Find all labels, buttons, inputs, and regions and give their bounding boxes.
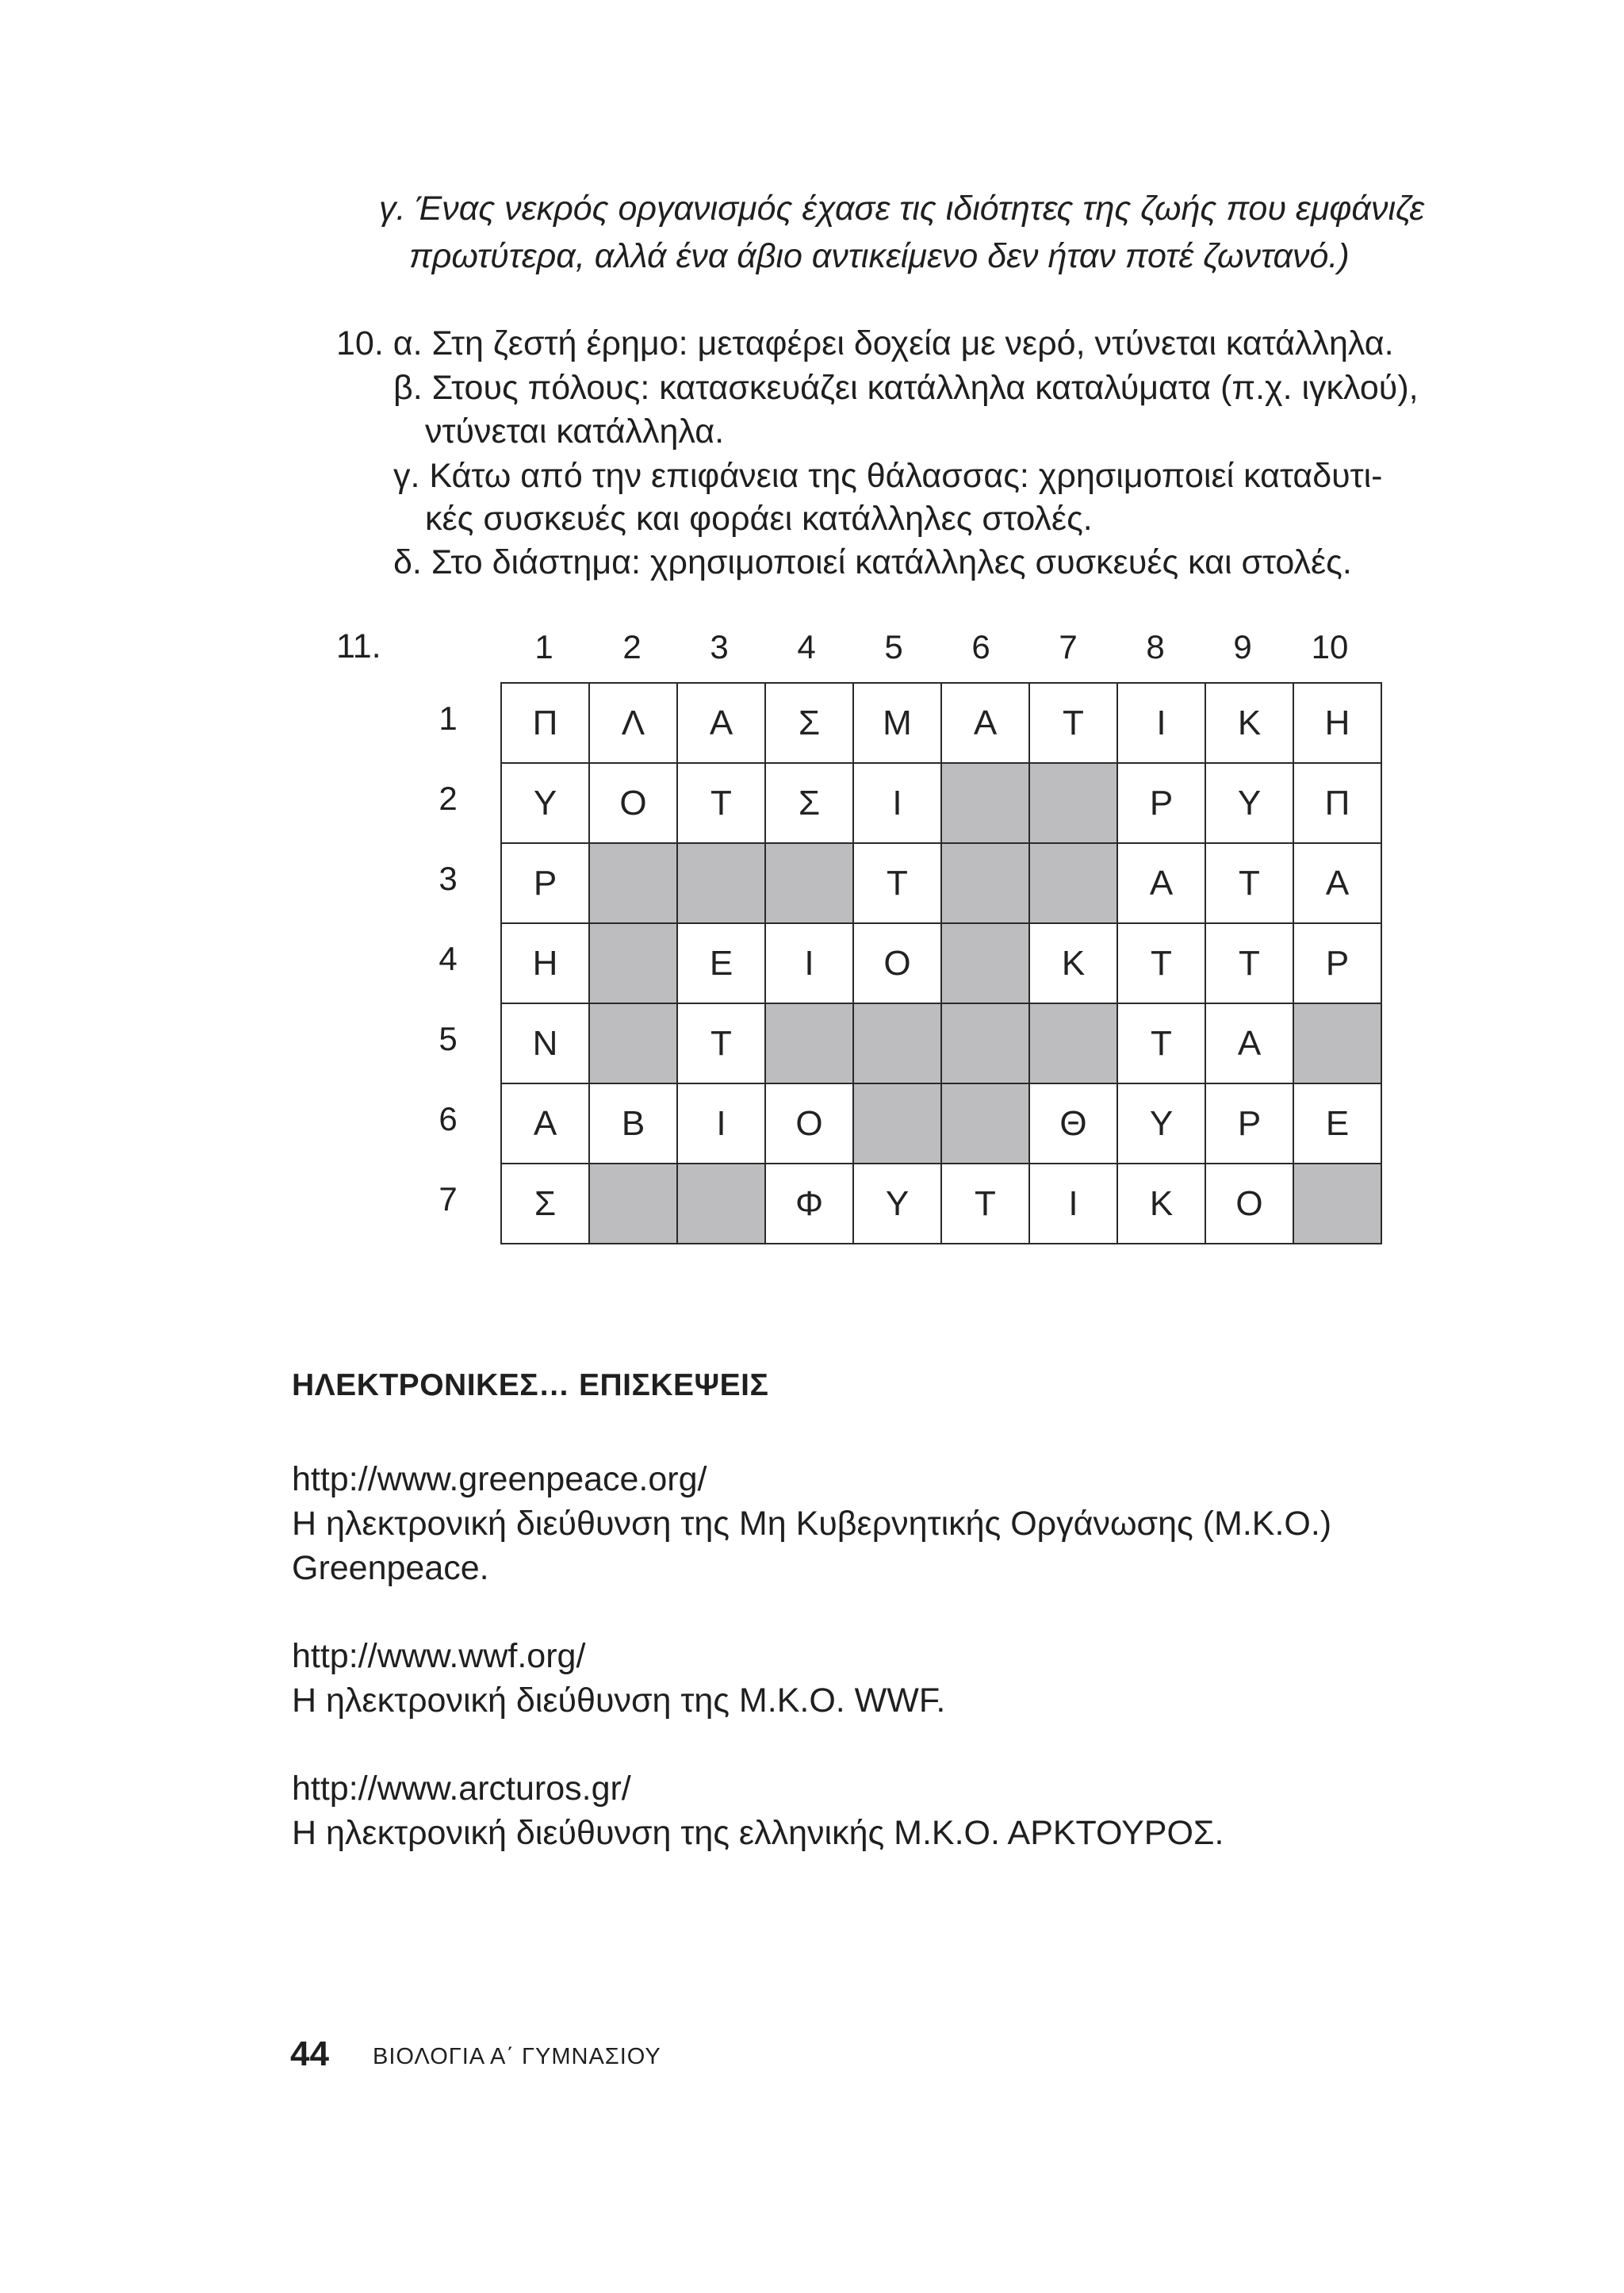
q10-answer-c-line1: γ. Κάτω από την επιφάνεια της θάλασσας: χρησιμοποιεί καταδυτι- (393, 457, 1383, 495)
q10-answer-c-line2: κές συσκευές και φοράει κατάλληλες στολές. (425, 500, 1093, 538)
crossword-cell: Ο (765, 1083, 853, 1164)
crossword-cell: Τ (1029, 683, 1117, 763)
crossword-cell: Π (1293, 763, 1381, 843)
crossword-cell: Θ (1029, 1083, 1117, 1164)
crossword-cell: Ρ (1293, 923, 1381, 1003)
column-number: 5 (884, 628, 903, 665)
crossword-cell: Υ (1117, 1083, 1205, 1164)
visit-3-description: Η ηλεκτρονική διεύθυνση της ελληνικής Μ.Κ.Ο. ΑΡΚΤΟΥΡΟΣ. (292, 1814, 1224, 1852)
crossword-cell-shaded (941, 1083, 1029, 1164)
row-number: 2 (439, 780, 458, 817)
crossword-cell: Υ (501, 763, 589, 843)
crossword-cell: Α (501, 1083, 589, 1164)
crossword-cell: Η (501, 923, 589, 1003)
crossword-cell: Ε (677, 923, 765, 1003)
book-title: ΒΙΟΛΟΓΙΑ Α΄ ΓΥΜΝΑΣΙΟΥ (373, 2044, 661, 2069)
crossword-cell: Τ (1117, 923, 1205, 1003)
crossword-cell: Α (677, 683, 765, 763)
crossword-cell: Ρ (1117, 763, 1205, 843)
crossword-cell: Ο (1205, 1164, 1293, 1244)
crossword-cell: Ι (853, 763, 941, 843)
crossword-cell: Α (1293, 843, 1381, 923)
crossword-cell: Α (1117, 843, 1205, 923)
crossword-cell-shaded (677, 843, 765, 923)
column-number: 7 (1059, 628, 1078, 665)
column-number: 3 (710, 628, 729, 665)
q10-answer-b-line1: β. Στους πόλους: κατασκευάζει κατάλληλα καταλύματα (π.χ. ιγκλού), (393, 369, 1419, 407)
column-number: 4 (797, 628, 816, 665)
column-number: 8 (1146, 628, 1165, 665)
row-number: 3 (439, 860, 458, 897)
crossword-cell: Υ (1205, 763, 1293, 843)
crossword-cell-shaded (1029, 1003, 1117, 1083)
q10-answer-d: δ. Στο διάστημα: χρησιμοποιεί κατάλληλες συσκευές και στολές. (393, 543, 1352, 581)
crossword-cell-shaded (1029, 843, 1117, 923)
crossword-cell: Β (589, 1083, 677, 1164)
column-number: 1 (534, 628, 553, 665)
crossword-cell: Κ (1029, 923, 1117, 1003)
q9-line-1: γ. Ένας νεκρός οργανισμός έχασε τις ιδιότητες της ζωής που εμφάνιζε (379, 190, 1425, 228)
crossword-row (501, 683, 1381, 763)
crossword-cell-shaded (853, 1083, 941, 1164)
visit-2-description: Η ηλεκτρονική διεύθυνση της Μ.Κ.Ο. WWF. (292, 1681, 946, 1720)
crossword-cell: Ρ (501, 843, 589, 923)
crossword-cell: Φ (765, 1164, 853, 1244)
crossword-cell-shaded (853, 1003, 941, 1083)
page-number: 44 (290, 2034, 329, 2073)
crossword-cell: Τ (1205, 843, 1293, 923)
column-number: 9 (1233, 628, 1252, 665)
row-number: 4 (439, 940, 458, 977)
crossword-cell-shaded (589, 843, 677, 923)
crossword-cell-shaded (1293, 1003, 1381, 1083)
crossword-cell: Υ (853, 1164, 941, 1244)
crossword-cell: Μ (853, 683, 941, 763)
crossword-cell-shaded (589, 923, 677, 1003)
crossword-cell: Σ (765, 683, 853, 763)
crossword-cell-shaded (589, 1003, 677, 1083)
crossword-cell-shaded (941, 763, 1029, 843)
crossword-cell: Ν (501, 1003, 589, 1083)
crossword-cell: Τ (941, 1164, 1029, 1244)
crossword-cell: Κ (1205, 683, 1293, 763)
row-number: 1 (439, 700, 458, 737)
crossword-cell: Τ (853, 843, 941, 923)
crossword-row (501, 763, 1381, 843)
q10-answer-a: 10. α. Στη ζεστή έρημο: μεταφέρει δοχεία με νερό, ντύνεται κατάλληλα. (336, 324, 1394, 362)
crossword-cell: Ε (1293, 1083, 1381, 1164)
column-number: 10 (1311, 628, 1349, 665)
crossword-cell: Τ (677, 1003, 765, 1083)
crossword-row (501, 1083, 1381, 1164)
crossword-cell: Κ (1117, 1164, 1205, 1244)
crossword-cell: Σ (501, 1164, 589, 1244)
crossword-cell-shaded (1293, 1164, 1381, 1244)
visit-1-url: http://www.greenpeace.org/ (292, 1460, 707, 1498)
crossword-cell: Λ (589, 683, 677, 763)
q9-line-2: πρωτύτερα, αλλά ένα άβιο αντικείμενο δεν ήταν ποτέ ζωντανό.) (409, 237, 1350, 275)
crossword-cell: Ι (1029, 1164, 1117, 1244)
column-number: 6 (971, 628, 990, 665)
visit-1-description: Η ηλεκτρονική διεύθυνση της Μη Κυβερνητικής Οργάνωσης (Μ.Κ.Ο.) (292, 1505, 1332, 1543)
crossword-row (501, 1003, 1381, 1083)
crossword-cell: Π (501, 683, 589, 763)
crossword-cell: Ο (853, 923, 941, 1003)
visit-2-url: http://www.wwf.org/ (292, 1637, 586, 1675)
crossword-row (501, 923, 1381, 1003)
visit-1-description-cont: Greenpeace. (292, 1549, 489, 1587)
crossword-cell-shaded (941, 1003, 1029, 1083)
crossword-cell-shaded (1029, 763, 1117, 843)
crossword-table (500, 682, 1382, 1244)
crossword-cell-shaded (765, 843, 853, 923)
crossword-cell-shaded (677, 1164, 765, 1244)
crossword-cell: Τ (1117, 1003, 1205, 1083)
crossword-cell: Α (941, 683, 1029, 763)
crossword-cell: Η (1293, 683, 1381, 763)
row-number: 6 (439, 1100, 458, 1137)
crossword-cell-shaded (589, 1164, 677, 1244)
crossword-row (501, 1164, 1381, 1244)
crossword-cell: Ι (1117, 683, 1205, 763)
crossword-cell: Τ (1205, 923, 1293, 1003)
row-number: 7 (439, 1180, 458, 1217)
crossword-cell: Σ (765, 763, 853, 843)
crossword-cell: Ι (765, 923, 853, 1003)
crossword-cell: Τ (677, 763, 765, 843)
crossword-cell: Ο (589, 763, 677, 843)
crossword-grid (500, 682, 1382, 1244)
crossword-row (501, 843, 1381, 923)
column-number: 2 (622, 628, 642, 665)
crossword-cell: Α (1205, 1003, 1293, 1083)
row-number: 5 (439, 1020, 458, 1057)
q11-label: 11. (336, 627, 381, 665)
crossword-cell: Ρ (1205, 1083, 1293, 1164)
crossword-cell-shaded (941, 843, 1029, 923)
crossword-cell-shaded (765, 1003, 853, 1083)
q10-answer-b-line2: ντύνεται κατάλληλα. (425, 412, 725, 451)
crossword-cell: Ι (677, 1083, 765, 1164)
visits-heading: ΗΛΕΚΤΡΟΝΙΚΕΣ… ΕΠΙΣΚΕΨΕΙΣ (292, 1368, 769, 1402)
visit-3-url: http://www.arcturos.gr/ (292, 1770, 631, 1808)
crossword-cell-shaded (941, 923, 1029, 1003)
